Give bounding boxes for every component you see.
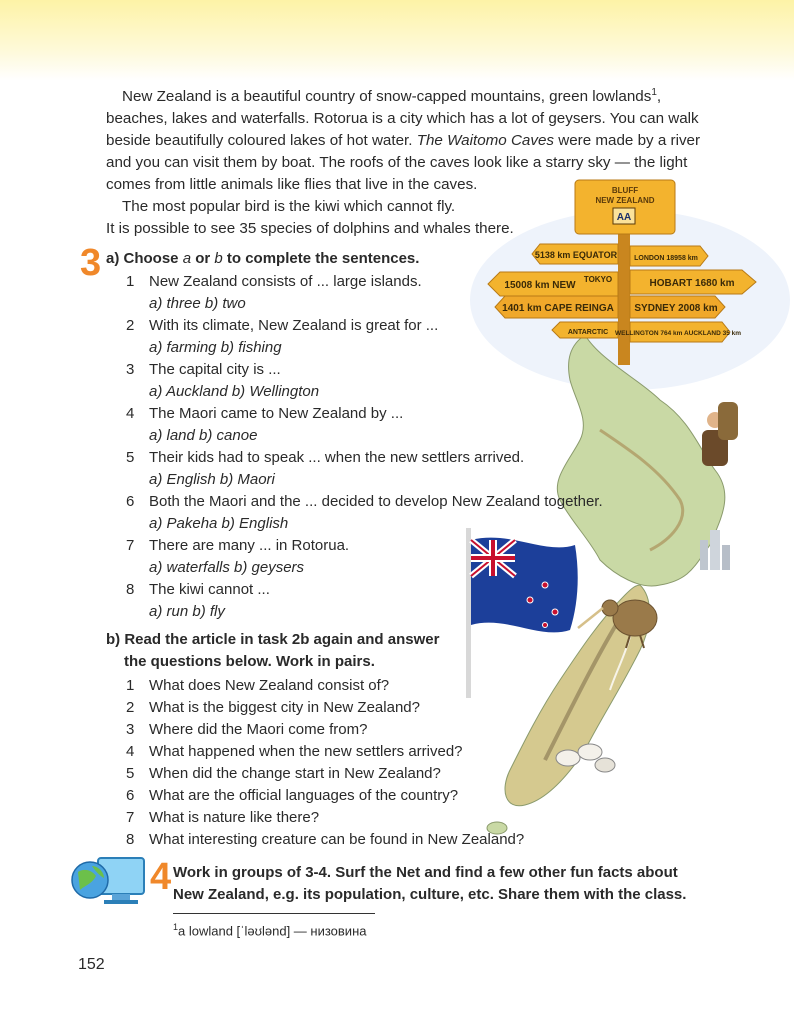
sign-london-text: LONDON 18958 km (634, 255, 698, 262)
sign-equator-text: 5138 km EQUATOR (534, 250, 618, 260)
item-number: 7 (126, 809, 135, 826)
item-text: What is the biggest city in New Zealand? (149, 699, 420, 716)
item-text: New Zealand consists of ... large islands. (149, 273, 422, 290)
item-number: 5 (126, 449, 135, 466)
item-options: a) farming b) fishing (149, 339, 282, 356)
item-number: 8 (126, 581, 135, 598)
item-number: 7 (126, 537, 135, 554)
intro-paragraph-2: The most popular bird is the kiwi which cannot fly. (122, 198, 456, 216)
task-3a-or: or (191, 250, 215, 267)
sign-new-text: 15008 km NEW (504, 280, 576, 291)
task-4-instructions (173, 862, 693, 906)
sign-sydney-text: SYDNEY 2008 km (634, 303, 718, 314)
item-number: 3 (126, 721, 135, 738)
item-text: When did the change start in New Zealand? (149, 765, 441, 782)
item-text: What is nature like there? (149, 809, 320, 826)
footnote-text: a lowland [ˈləʊlənd] — низовина (178, 923, 367, 939)
item-text: The Maori came to New Zealand by ... (149, 405, 404, 422)
item-options: a) land b) canoe (149, 427, 258, 444)
task-3a-suffix: to complete the sentences. (222, 250, 420, 267)
task-3a-title (106, 248, 419, 270)
intro-paragraph-3: It is possible to see 35 species of dolphins and whales there. (106, 220, 514, 238)
item-number: 5 (126, 765, 135, 782)
sign-cape-reinga-text: 1401 km CAPE REINGA (502, 303, 614, 314)
explorer-figure (702, 402, 738, 466)
item-text: What happened when the new settlers arrived? (149, 743, 463, 760)
item-number: 2 (126, 317, 135, 334)
intro-text-b: , beaches, lakes and waterfalls. Rotorua is a city which has a lot of geysers. You can walk beside beautifully coloured lakes of hot water. (106, 88, 699, 150)
item-text: There are many ... in Rotorua. (149, 537, 350, 554)
item-text: The capital city is ... (149, 361, 281, 378)
intro-text-a: New Zealand is a beautiful country of snow-capped mountains, green lowlands (122, 88, 652, 106)
sign-hobart-text: HOBART 1680 km (649, 278, 735, 289)
task-4-number: 4 (150, 856, 172, 898)
item-text: What does New Zealand consist of? (149, 677, 390, 694)
item-options: a) waterfalls b) geysers (149, 559, 305, 576)
item-number: 1 (126, 273, 135, 290)
item-options: a) three b) two (149, 295, 246, 312)
sign-wellington-text: WELLINGTON 764 km AUCKLAND 35 km (614, 330, 742, 337)
item-number: 6 (126, 787, 135, 804)
item-text: Their kids had to speak ... when the new settlers arrived. (149, 449, 525, 466)
task-3a-prefix: a) Choose (106, 250, 183, 267)
item-number: 6 (126, 493, 135, 510)
task-4-line-2: New Zealand, e.g. its population, culture, etc. Share them with the class. (173, 886, 687, 903)
page-number: 152 (78, 956, 105, 973)
task-3b-title-line-1: b) Read the article in task 2b again and answer (106, 631, 440, 648)
item-number: 2 (126, 699, 135, 716)
task-3-number: 3 (80, 242, 102, 284)
new-zealand-flag (466, 528, 578, 698)
sign-bluff: BLUFF (611, 186, 639, 195)
item-text: With its climate, New Zealand is great for ... (149, 317, 439, 334)
item-options: a) Auckland b) Wellington (149, 383, 320, 400)
task-4-line-1: Work in groups of 3-4. Surf the Net and find a few other fun facts about (173, 864, 678, 881)
item-number: 4 (126, 743, 135, 760)
task-3a-opt-a: a (182, 250, 192, 267)
intro-text-c: were made by a river and you can visit them by boat. The roofs of the caves look like a starry sky — the light comes from little animals like flies that live in the caves. (106, 132, 701, 194)
intro-article (106, 82, 726, 240)
item-options: a) English b) Maori (149, 471, 275, 488)
footnote-number: 1 (173, 922, 179, 932)
item-text: What interesting creature can be found in New Zealand? (149, 831, 525, 848)
item-text: Where did the Maori come from? (149, 721, 368, 738)
sign-antarctic-text: ANTARCTIC (567, 329, 609, 336)
footnote (173, 918, 366, 940)
item-number: 1 (126, 677, 135, 694)
item-number: 4 (126, 405, 135, 422)
intro-paragraph-1 (106, 82, 726, 196)
sign-new-zealand: NEW ZEALAND (595, 196, 655, 205)
task-3b-title-line-2: the questions below. Work in pairs. (124, 653, 375, 670)
item-number: 8 (126, 831, 135, 848)
computer-globe-icon (72, 858, 144, 904)
waitomo-caves-name: The Waitomo Caves (416, 132, 555, 150)
item-text: Both the Maori and the ... decided to develop New Zealand together. (149, 493, 603, 510)
item-options: a) Pakeha b) English (149, 515, 289, 532)
item-number: 3 (126, 361, 135, 378)
footnote-marker: 1 (651, 87, 657, 98)
aa-badge-text: AA (616, 212, 632, 223)
item-options: a) run b) fly (149, 603, 225, 620)
sign-tokyo-text: TOKYO (583, 275, 613, 284)
item-text: The kiwi cannot ... (149, 581, 270, 598)
task-3a-opt-b: b (214, 250, 223, 267)
footnote-divider (173, 913, 375, 914)
item-text: What are the official languages of the country? (149, 787, 459, 804)
